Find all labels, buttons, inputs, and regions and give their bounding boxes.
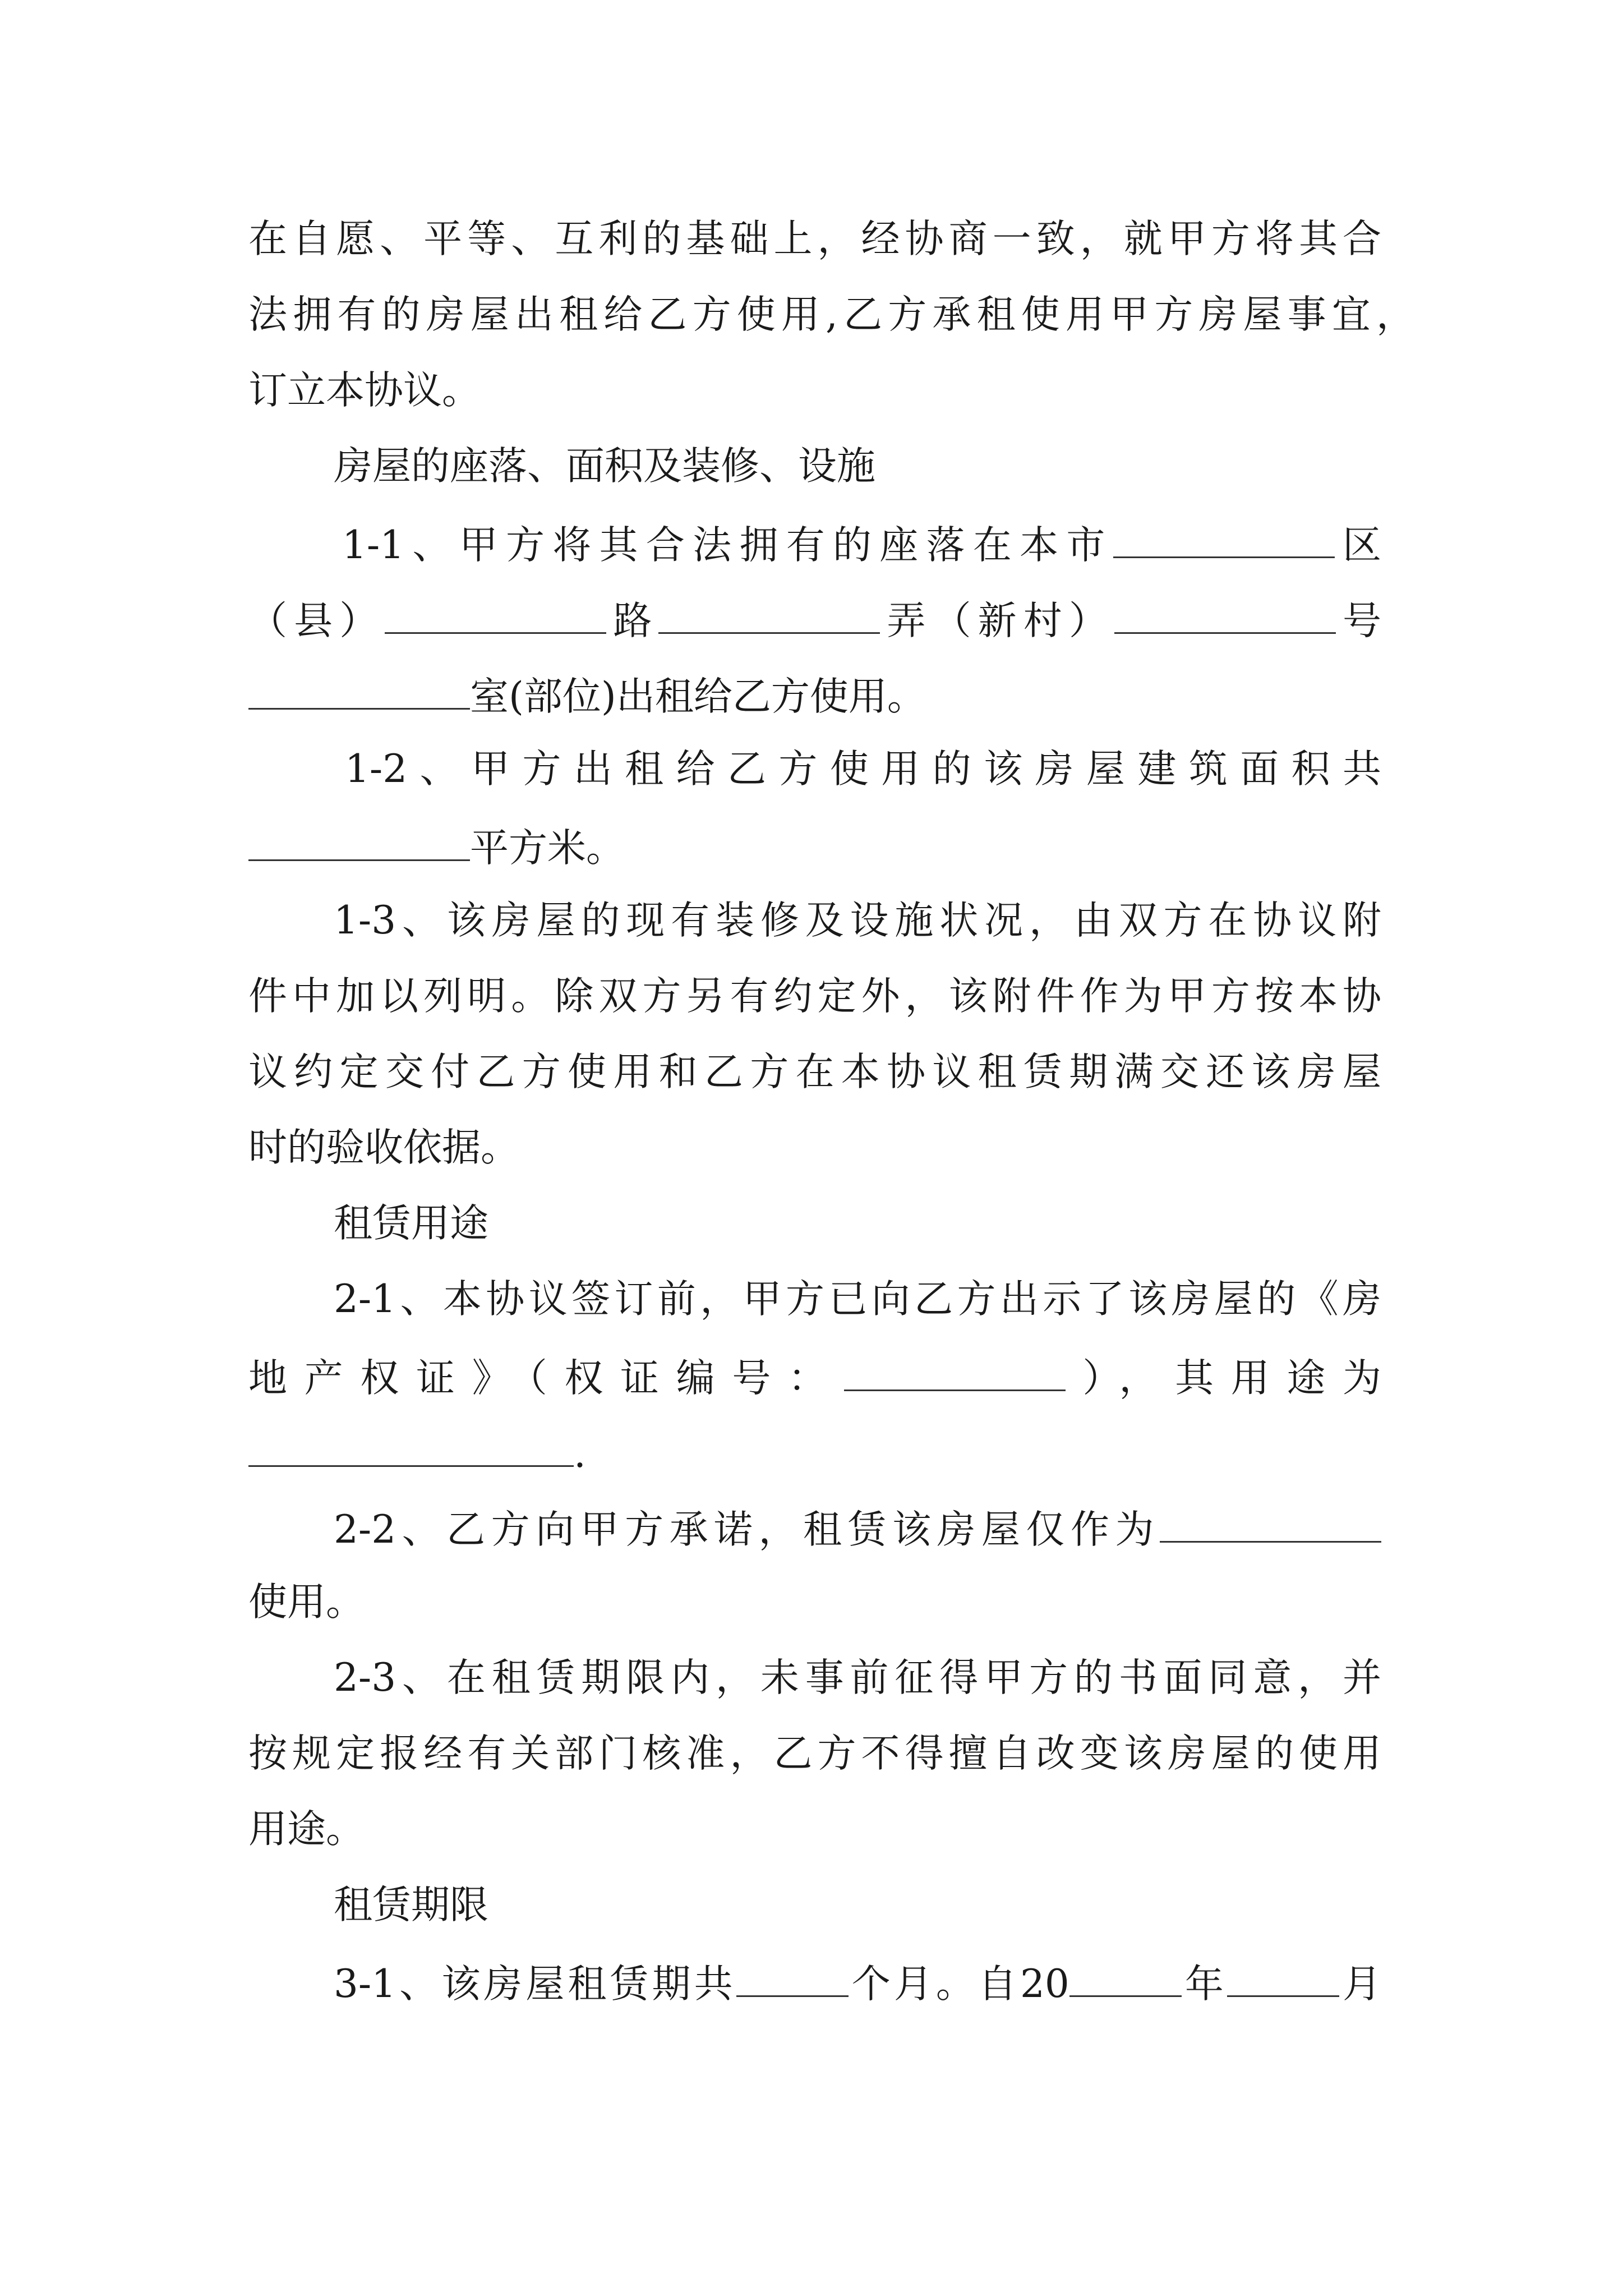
clause-text: 室(部位)出租给乙方使用。 (470, 674, 926, 719)
paragraph-line: 1-3、该房屋的现有装修及设施状况，由双方在协议附 (334, 898, 1381, 943)
clause-text: 3-1、该房屋租赁期共 (334, 1962, 736, 2007)
paragraph-line: 法拥有的房屋出租给乙方使用,乙方承租使用甲方房屋事宜， (248, 292, 1415, 337)
fill-blank (248, 1432, 574, 1467)
paragraph-line (334, 1962, 1381, 2007)
clause-text: 年 (1181, 1962, 1227, 2007)
fill-blank (1227, 1962, 1339, 1997)
paragraph-line: 时的验收依据。 (248, 1125, 519, 1170)
paragraph-line (248, 826, 1381, 871)
fill-blank (1113, 523, 1335, 558)
fill-blank (248, 826, 470, 861)
clause-text: 平方米。 (470, 826, 625, 871)
paragraph-line: 使用。 (248, 1580, 365, 1625)
clause-text: 1-1、甲方将其合法拥有的座落在本市 (342, 523, 1113, 568)
clause-text: 地产权证》（权证编号： (248, 1356, 844, 1401)
section-heading: 房屋的座落、面积及装修、设施 (334, 444, 875, 489)
paragraph-line: 在自愿、平等、互利的基础上，经协商一致，就甲方将其合 (248, 217, 1381, 261)
clause-text: 2-2、乙方向甲方承诺，租赁该房屋仅作为 (334, 1507, 1160, 1552)
fill-blank (1069, 1962, 1182, 1997)
fill-blank (248, 674, 470, 710)
clause-text: . (574, 1432, 586, 1476)
section-heading: 租赁用途 (334, 1201, 488, 1246)
clause-text: （县） (248, 599, 385, 643)
paragraph-line (248, 599, 1381, 641)
paragraph-line (334, 1507, 1381, 1552)
section-heading: 租赁期限 (334, 1883, 488, 1927)
paragraph-line: 件中加以列明。除双方另有约定外，该附件作为甲方按本协 (248, 974, 1381, 1019)
paragraph-line: 2-1、本协议签订前，甲方已向乙方出示了该房屋的《房 (334, 1277, 1381, 1322)
fill-blank (1160, 1507, 1381, 1543)
paragraph-line (342, 523, 1381, 568)
fill-blank (844, 1356, 1066, 1391)
clause-text: 号 (1335, 599, 1382, 643)
clause-text: 月 (1339, 1962, 1381, 2007)
paragraph-line: 按规定报经有关部门核准，乙方不得擅自改变该房屋的使用 (248, 1731, 1381, 1776)
paragraph-line: 议约定交付乙方使用和乙方在本协议租赁期满交还该房屋 (248, 1050, 1381, 1094)
paragraph-line: 1-2、甲方出租给乙方使用的该房屋建筑面积共 (345, 747, 1381, 792)
paragraph-line: 2-3、在租赁期限内，未事前征得甲方的书面同意，并 (334, 1655, 1381, 1700)
clause-text: ），其用途为 (1065, 1356, 1382, 1401)
paragraph-line (248, 1356, 1382, 1401)
fill-blank (658, 599, 880, 634)
paragraph-line (248, 674, 1381, 719)
paragraph-line (248, 1432, 1381, 1474)
fill-blank (1114, 599, 1336, 634)
paragraph-line: 订立本协议。 (248, 368, 481, 413)
fill-blank (385, 599, 606, 634)
clause-text: 个月。自20 (848, 1962, 1069, 2007)
clause-text: 弄（新村） (880, 599, 1114, 643)
paragraph-line: 用途。 (248, 1807, 365, 1852)
clause-text: 区 (1334, 523, 1381, 568)
clause-text: 路 (606, 599, 659, 643)
fill-blank (736, 1962, 849, 1997)
